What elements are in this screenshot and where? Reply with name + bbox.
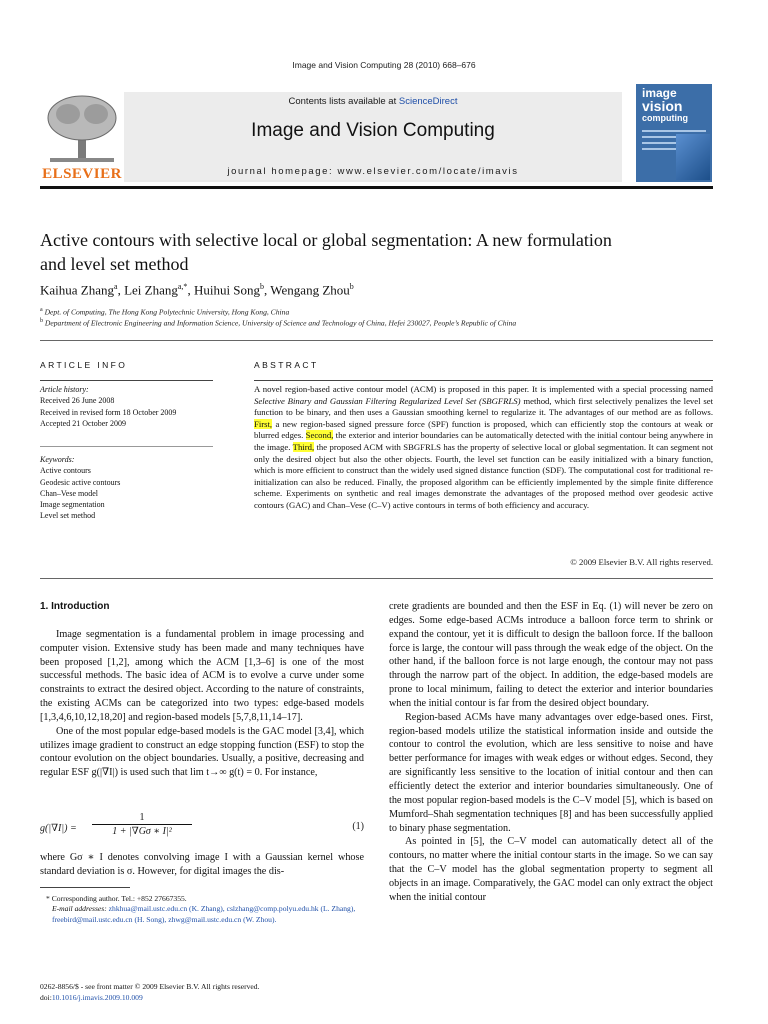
author-name: Kaihua Zhang [40, 282, 115, 298]
paragraph: As pointed in [5], the C–V model can automatically detect all of the contours, no matter where the initial contour starts in the image. So we can say that the C–V model has the global segmentation property to segment all objects in an image. Comparatively, the GAC model can only extract the object when the initial contour [389, 836, 713, 903]
abstract-heading: ABSTRACT [254, 360, 319, 370]
divider [40, 578, 713, 579]
doi-link[interactable]: 10.1016/j.imavis.2009.10.009 [51, 993, 143, 1002]
left-column [40, 600, 364, 780]
paragraph: One of the most popular edge-based models is the GAC model [3,4], which utilizes image gradient to construct an edge stopping function (ESF) to stop the contour evolution on the object boundaries. Usually, a positive, decreasing and regular ESF g(|∇I|) is used such that lim t→∞ g(t) = 0. For instance, [40, 725, 364, 779]
elsevier-logo [40, 92, 124, 184]
keywords: Keywords: Active contours Geodesic active contours Chan–Vese model Image segmentation Level set method [40, 455, 121, 521]
highlight: First, [254, 418, 273, 429]
equation-1: g(|∇I|) = 1 1 + |∇Gσ ∗ I|² (1) [40, 812, 364, 837]
highlight: Second, [305, 430, 334, 441]
author-list: Kaihua Zhang$^a$, Lei Zhang$^{a,*}$, Huihui Song$^b$, Wengang Zhou$^b$ [40, 282, 354, 298]
paragraph: Region-based ACMs have many advantages over edge-based ones. First, region-based models utilize the statistical information inside and outside the contour to control the evolution, which are less sensitive to noise and have better performance for images with weak edges or without edges. Second, they are significantly less sensitive to the location of initial contour and then can efficiently detect the exterior and interior boundaries simultaneously. One of the most popular region-based models is the C–V model [5], which is based on Mumford–Shah segmentation techniques [8] and has been successfully applied to binary phase segmentation. [389, 711, 713, 834]
cover-stripes [642, 130, 706, 132]
journal-cover [636, 84, 712, 182]
divider [40, 340, 713, 341]
divider [40, 380, 213, 381]
email-links[interactable]: zhkhua@mail.ustc.edu.cn (K. Zhang), cslzhang@comp.polyu.edu.hk (L. Zhang), freebird@mail.ustc.edu.cn (H. Song), zhwg@mail.ustc.edu.cn (W. Zhou). [52, 904, 356, 924]
article-info-heading: ARTICLE INFO [40, 360, 128, 370]
contents-line [124, 96, 622, 107]
article-title: Active contours with selective local or global segmentation: A new formulation and level set method [40, 230, 612, 274]
paragraph: where Gσ ∗ I denotes convolving image I with a Gaussian kernel whose standard deviation is σ. However, for digital images the dis- [40, 852, 364, 877]
author-name: Lei Zhang [124, 282, 178, 298]
contents-prefix: Contents lists available at [288, 96, 399, 107]
section-heading: 1. Introduction [40, 601, 110, 612]
affiliation: $^b$ Department of Electronic Engineering and Information Science, University of Science and Technology of China, Hefei 230027, People’s Republic of China [40, 318, 517, 328]
journal-title: Image and Vision Computing [251, 120, 495, 141]
paragraph: crete gradients are bounded and then the ESF in Eq. (1) will never be zero on edges. Some edge-based ACMs introduce a balloon force term to shrink or expand the contour, yet it is difficult to design the balloon force. If the balloon force is large, the contour will pass through the weak edge of the object. On the other hand, if the balloon force is not large enough, the contour may not pass through the narrow part of the object. In addition, the edge-based models are prone to local minimum, failing to detect the exterior and interior boundaries when the initial contour is far from the desired object boundary. [389, 601, 713, 709]
footnote-rule [40, 887, 130, 888]
author-name: Wengang Zhou [270, 282, 350, 298]
cover-image [676, 134, 710, 180]
doi-line: doi:10.1016/j.imavis.2009.10.009 [40, 993, 143, 1002]
copyright: © 2009 Elsevier B.V. All rights reserved. [570, 557, 713, 567]
highlight: Third, [292, 441, 315, 452]
author-name: Huihui Song [193, 282, 261, 298]
left-column-cont [40, 851, 364, 879]
journal-citation: Image and Vision Computing 28 (2010) 668–676 [292, 60, 476, 70]
article-history: Article history: Received 26 June 2008 Received in revised form 18 October 2009 Accepted 21 October 2009 [40, 385, 177, 428]
tree-icon [40, 92, 124, 164]
divider [40, 446, 213, 447]
paragraph: Image segmentation is a fundamental problem in image processing and computer vision. Extensive study has been made and many techniques have been proposed [1,2], among which the ACM [1,3–6] is one of the most successful methods. The basic idea of ACM is to evolve a curve under some constraints to extract the desired object. According to the nature of constraints, the existing ACMs can be categorized into two types: edge-based models [1,3,4,6,10,12,18,20] and region-based models [5,7,8,11,14–17]. [40, 628, 364, 723]
publisher-name: ELSEVIER [42, 166, 122, 182]
divider [254, 380, 713, 381]
cover-title: image vision computing [642, 86, 688, 123]
affiliation: $^a$ Dept. of Computing, The Hong Kong Polytechnic University, Hong Kong, China [40, 307, 290, 317]
abstract-text: A novel region-based active contour model (ACM) is proposed in this paper. It is implemented with a special processing named Selective Binary and Gaussian Filtering Regularized Level Set (SBGFRLS) method, which first selectively penalizes the level set function to be binary, and then uses a Gaussian smoothing kernel to regularize it. The advantages of our method are as follows. First, a new region-based signed pressure force (SPF) function is proposed, which can efficiently stop the contours at weak or blurred edges. Second, the exterior and interior boundaries can be automatically detected with the initial contour being anywhere in the image. Third, the proposed ACM with SBGFRLS has the property of selective local or global segmentation. It can segment not only the desired object but also the other objects. Fourth, the level set function can be easily initialized with a binary function, which is more efficient to construct than the widely used signed distance function (SDF). The computational cost for traditional re-initialization can also be reduced. Finally, the proposed algorithm can be efficiently implemented by the simple finite difference scheme. Experiments on synthetic and real images demonstrate the advantages of the proposed method over geodesic active contours (GAC) and Chan–Vese (C–V) active contours in terms of both efficiency and accuracy. [254, 384, 713, 510]
right-column [389, 600, 713, 905]
journal-homepage[interactable]: journal homepage: www.elsevier.com/locate/imavis [227, 166, 519, 177]
masthead-box [124, 92, 622, 182]
issn-line: 0262-8856/$ - see front matter © 2009 Elsevier B.V. All rights reserved. [40, 982, 260, 991]
footnote: * Corresponding author. Tel.: +852 27667355. E-mail addresses: zhkhua@mail.ustc.edu.cn (K. Zhang), cslzhang@comp.polyu.edu.hk (L. Zhang), freebird@mail.ustc.edu.cn (H. Song), zhwg@mail.ustc.edu.cn (W. Zhou). [46, 894, 356, 924]
masthead-rule [40, 186, 713, 189]
sciencedirect-link[interactable]: ScienceDirect [398, 96, 458, 107]
